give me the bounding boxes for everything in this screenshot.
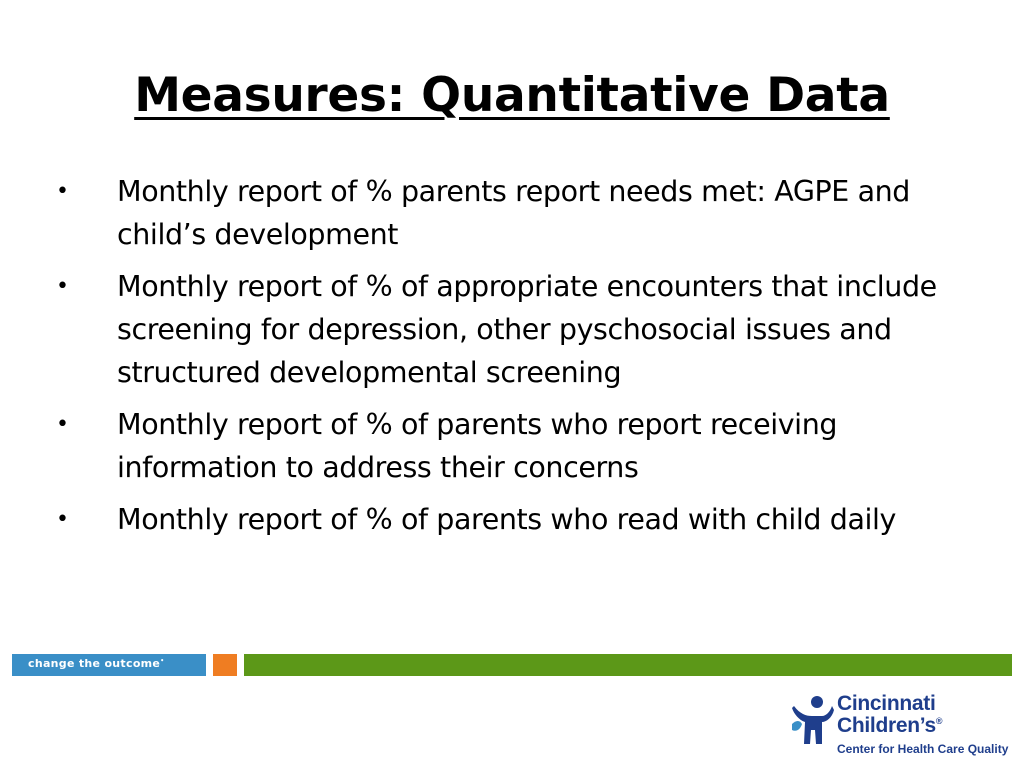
logo-figure-icon <box>790 694 834 746</box>
bullet-icon: • <box>56 274 69 299</box>
bullet-text: Monthly report of % of parents who read with child daily <box>117 503 897 536</box>
logo-name-line2: Children’s® <box>837 714 943 737</box>
bullet-list <box>50 170 990 550</box>
bullet-item <box>50 403 990 489</box>
footer-tagline: change the outcome• <box>28 657 165 670</box>
slide-title: Measures: Quantitative Data <box>134 68 890 123</box>
bullet-item <box>50 498 990 541</box>
footer-band-orange <box>213 654 237 676</box>
bullet-text: Monthly report of % parents report needs met: AGPE and child’s development <box>117 175 910 251</box>
bullet-item <box>50 265 990 394</box>
bullet-text: Monthly report of % of parents who report receiving information to address their concerns <box>117 408 838 484</box>
bullet-text: Monthly report of % of appropriate encounters that include screening for depression, other pyschosocial issues and structured developmental screening <box>117 270 937 389</box>
bullet-icon: • <box>56 507 69 532</box>
bullet-item <box>50 170 990 256</box>
cincinnati-childrens-logo <box>790 692 1010 762</box>
logo-subtitle: Center for Health Care Quality <box>837 742 1009 756</box>
bullet-icon: • <box>56 179 69 204</box>
logo-name-line1: Cincinnati <box>837 692 936 715</box>
footer-band-green <box>244 654 1012 676</box>
bullet-icon: • <box>56 412 69 437</box>
